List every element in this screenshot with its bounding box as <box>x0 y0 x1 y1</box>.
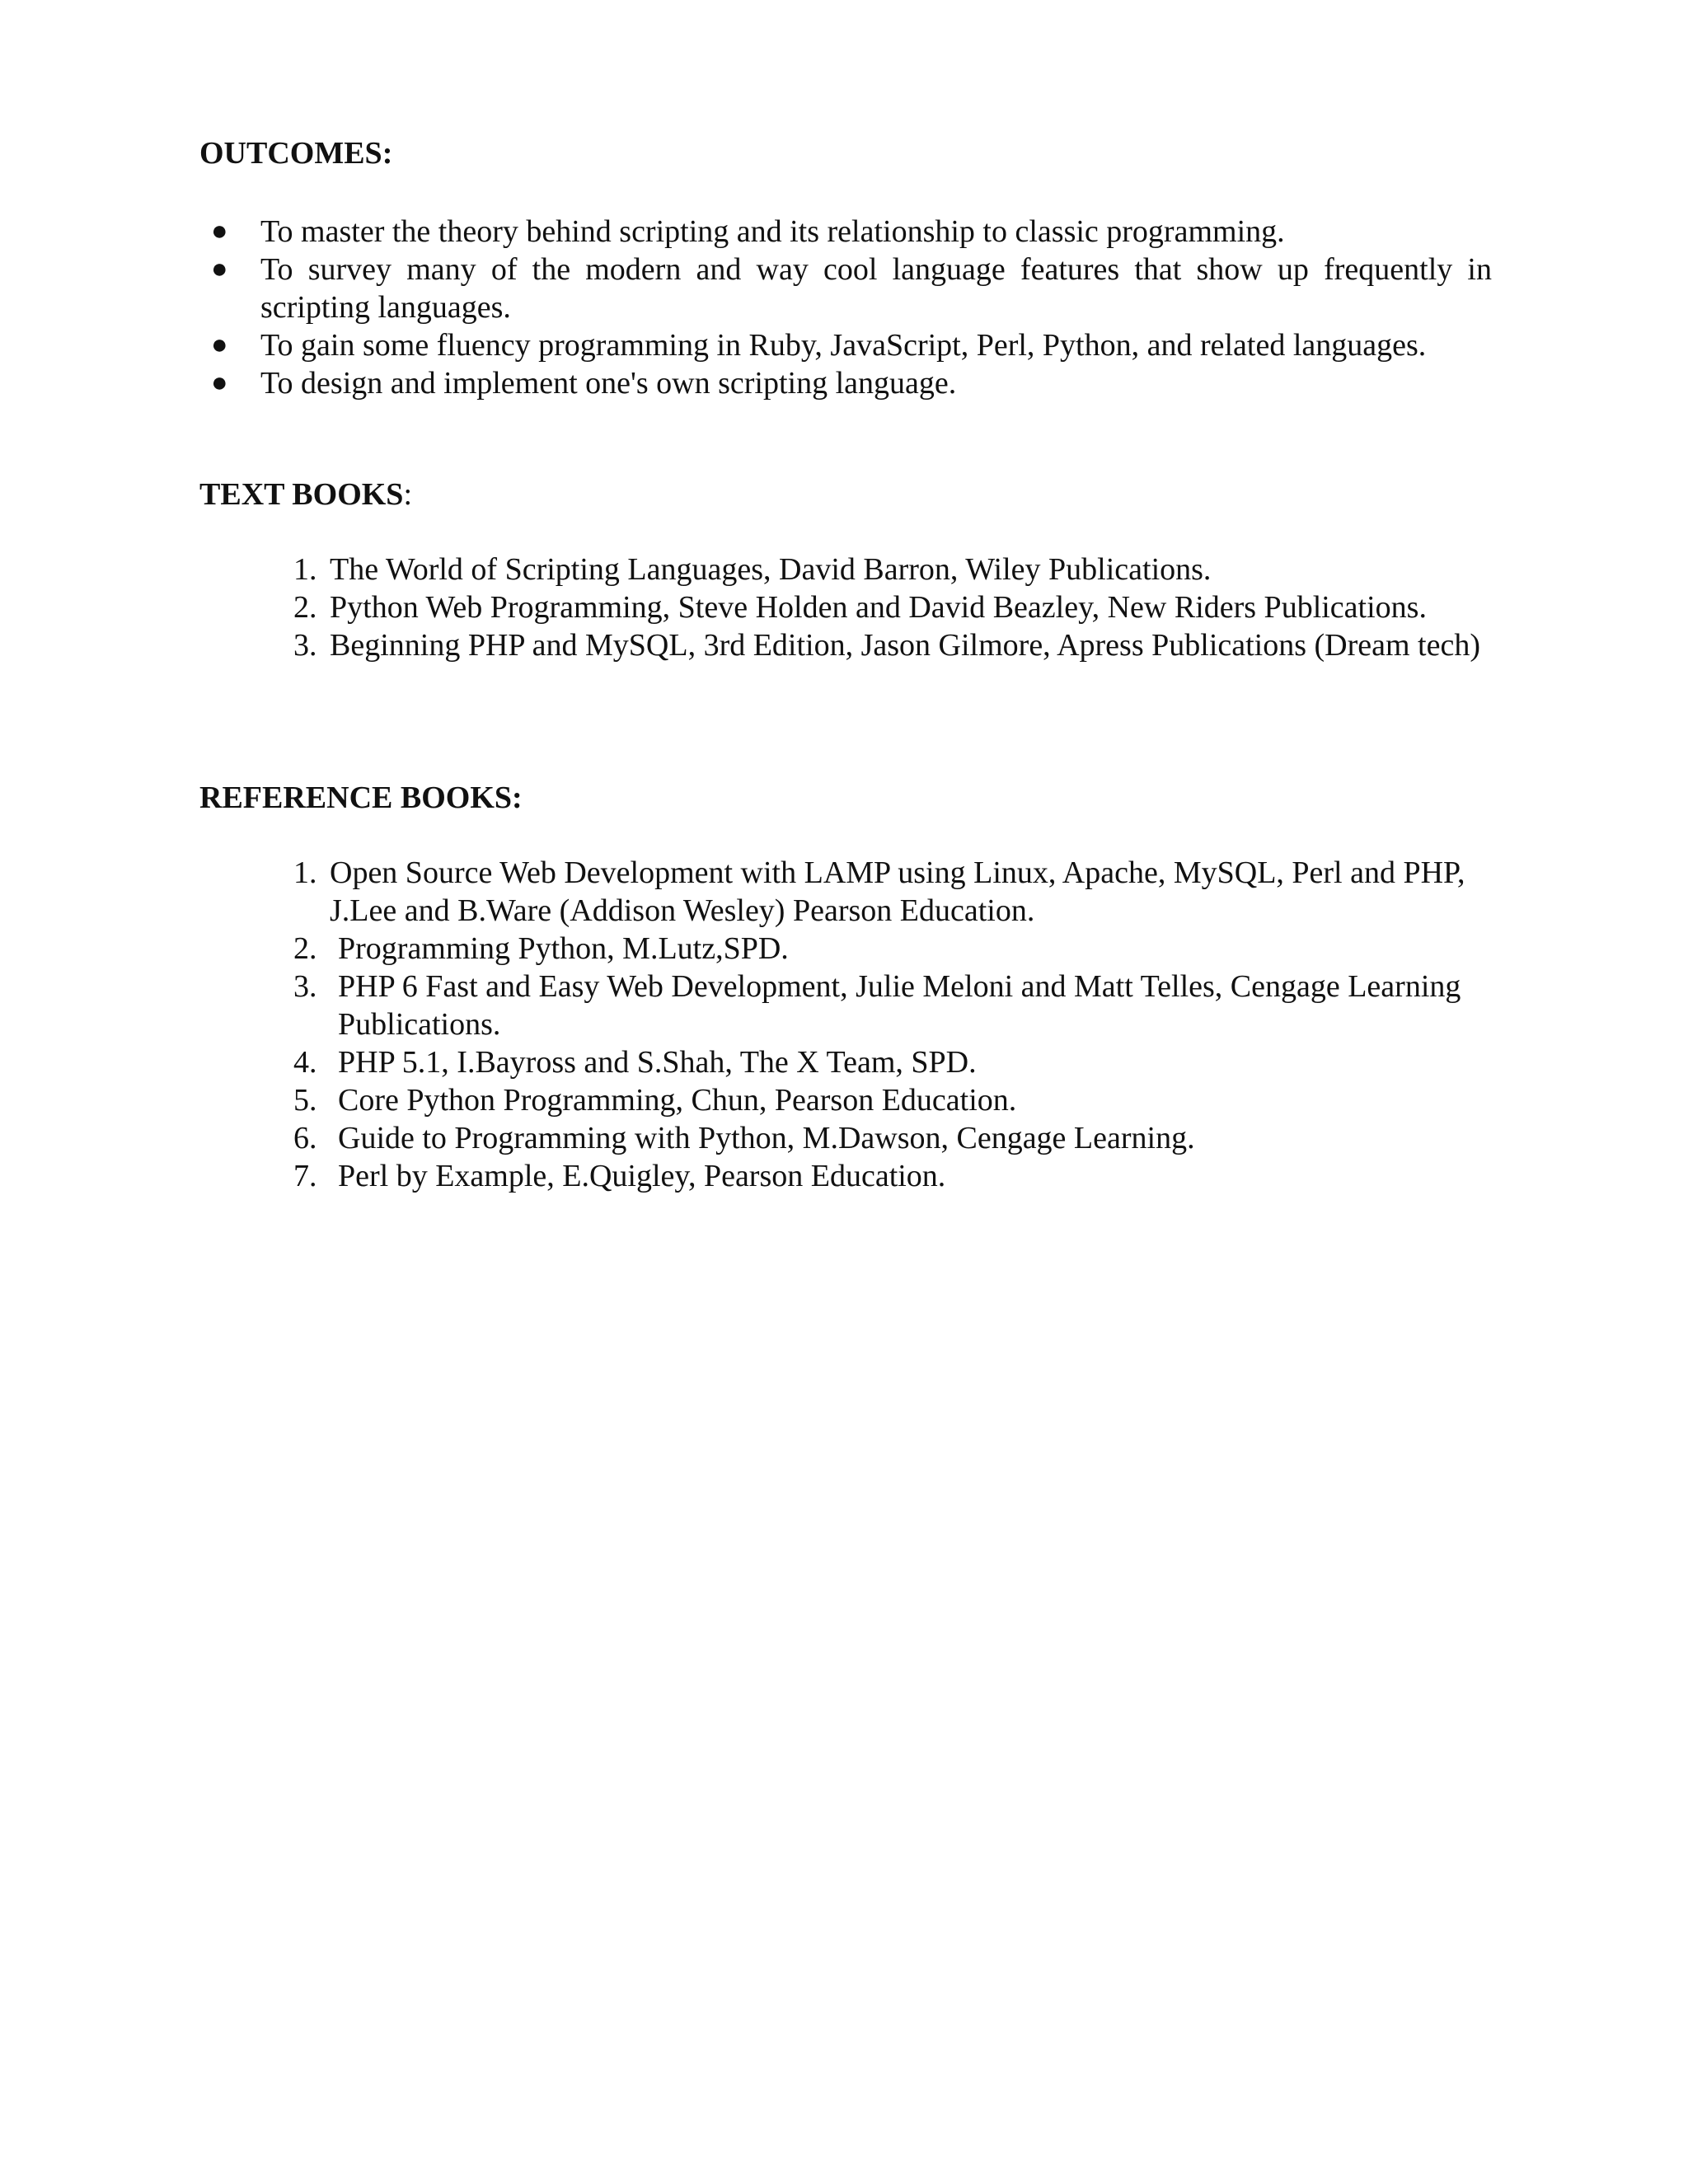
item-number: 1. <box>293 552 317 587</box>
text-books-heading <box>199 476 412 513</box>
book-text: PHP 5.1, I.Bayross and S.Shah, The X Team, SPD. <box>338 1045 977 1080</box>
list-item <box>293 626 1492 664</box>
item-number: 7. <box>293 1159 317 1193</box>
bullet-icon: ● <box>211 368 228 398</box>
item-number: 4. <box>293 1045 317 1080</box>
book-text: Core Python Programming, Chun, Pearson Education. <box>338 1083 1017 1118</box>
item-number: 3. <box>293 628 317 663</box>
list-item <box>293 1157 1492 1195</box>
list-item <box>293 1081 1492 1119</box>
reference-books-list <box>293 854 1492 1195</box>
list-item <box>293 588 1492 626</box>
item-number: 2. <box>293 931 317 966</box>
list-item <box>199 364 1492 402</box>
outcomes-list <box>199 213 1492 402</box>
list-item <box>199 326 1492 364</box>
list-item <box>199 213 1492 251</box>
outcome-text: To master the theory behind scripting and its relationship to classic programming. <box>260 214 1285 249</box>
book-text: Perl by Example, E.Quigley, Pearson Education. <box>338 1159 946 1193</box>
text-books-heading-label: TEXT BOOKS <box>199 477 404 512</box>
book-text: Python Web Programming, Steve Holden and David Beazley, New Riders Publications. <box>330 590 1427 625</box>
book-text: Beginning PHP and MySQL, 3rd Edition, Jason Gilmore, Apress Publications (Dream tech) <box>330 628 1480 663</box>
outcome-text: To survey many of the modern and way cool language features that show up frequently in scripting languages. <box>260 252 1492 325</box>
item-number: 6. <box>293 1121 317 1155</box>
bullet-icon: ● <box>211 216 228 246</box>
list-item <box>293 930 1492 968</box>
reference-books-heading: REFERENCE BOOKS: <box>199 780 523 815</box>
item-number: 5. <box>293 1083 317 1118</box>
list-item <box>293 551 1492 588</box>
book-text: PHP 6 Fast and Easy Web Development, Julie Meloni and Matt Telles, Cengage Learning Publications. <box>338 969 1461 1042</box>
book-text: Guide to Programming with Python, M.Dawson, Cengage Learning. <box>338 1121 1195 1155</box>
outcomes-heading: OUTCOMES: <box>199 136 393 171</box>
text-books-list <box>293 551 1492 664</box>
list-item <box>293 854 1492 930</box>
text-books-heading-colon: : <box>403 477 413 512</box>
book-text: Open Source Web Development with LAMP using Linux, Apache, MySQL, Perl and PHP, J.Lee and B.Ware (Addison Wesley) Pearson Education. <box>330 855 1465 928</box>
item-number: 1. <box>293 855 317 890</box>
outcome-text: To gain some fluency programming in Ruby, JavaScript, Perl, Python, and related languages. <box>260 328 1427 363</box>
list-item <box>199 251 1492 326</box>
outcome-text: To design and implement one's own scripting language. <box>260 366 957 401</box>
item-number: 2. <box>293 590 317 625</box>
book-text: The World of Scripting Languages, David Barron, Wiley Publications. <box>330 552 1212 587</box>
list-item <box>293 1119 1492 1157</box>
book-text: Programming Python, M.Lutz,SPD. <box>338 931 789 966</box>
list-item <box>293 968 1492 1043</box>
bullet-icon: ● <box>211 254 228 284</box>
list-item <box>293 1043 1492 1081</box>
bullet-icon: ● <box>211 330 228 360</box>
item-number: 3. <box>293 969 317 1004</box>
